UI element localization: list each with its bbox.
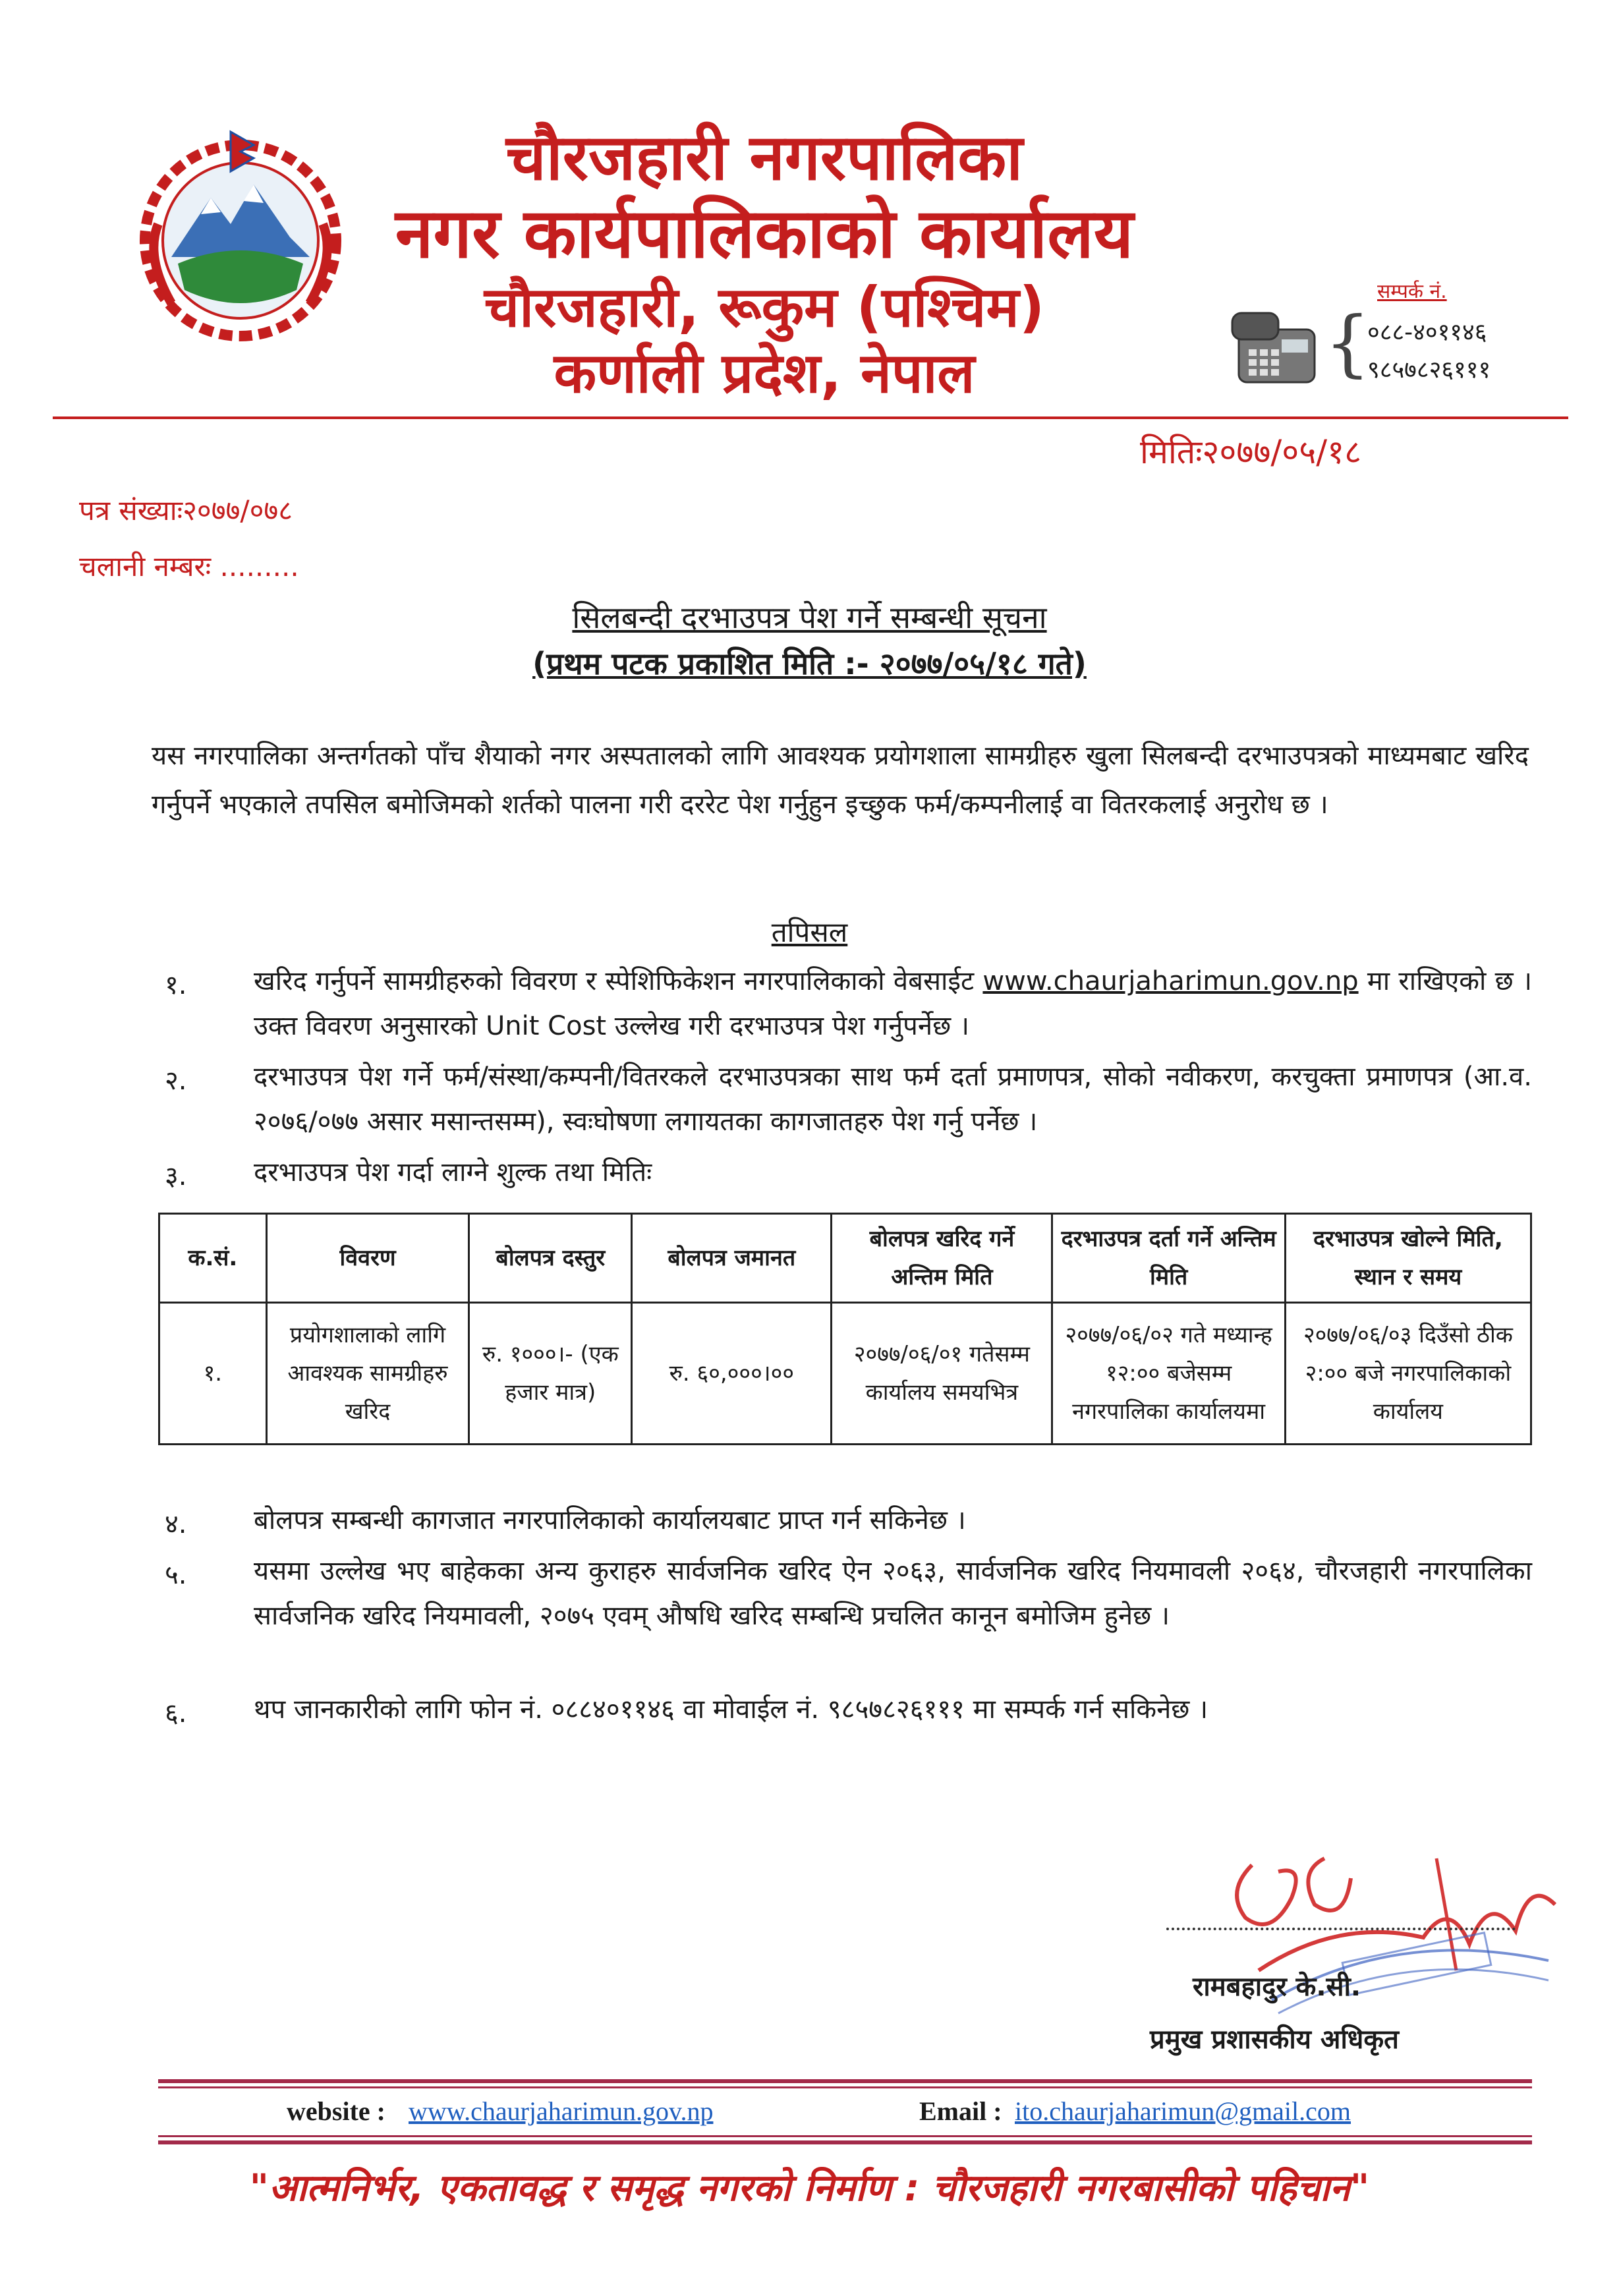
list-item: दरभाउपत्र पेश गर्दा लाग्ने शुल्क तथा मितिः [254, 1157, 652, 1188]
table-header: दरभाउपत्र खोल्ने मिति, स्थान र समय [1285, 1214, 1531, 1303]
website-label: website : [287, 2096, 385, 2126]
municipality-motto: "आत्मनिर्भर, एकतावद्ध र समृद्ध नगरको निर्माण : चौरजहारी नगरबासीको पहिचान" [249, 2167, 1370, 2210]
footer-divider [158, 2135, 1532, 2137]
item-text: खरिद गर्नुपर्ने सामग्रीहरुको विवरण र स्पेशिफिकेशन नगरपालिकाको वेबसाईट [254, 966, 975, 996]
nepal-emblem-icon [132, 125, 349, 343]
fee-schedule-table [158, 1213, 1532, 1445]
municipality-name: चौरजहारी नगरपालिका [505, 121, 1023, 194]
website-link[interactable]: www.chaurjaharimun.gov.np [409, 2096, 714, 2126]
contact-phone-1: ०८८-४०११४६ [1367, 319, 1487, 346]
item-number: ३. [165, 1161, 187, 1191]
office-location: चौरजहारी, रूकुम (पश्चिम) [484, 275, 1045, 339]
contact-label: सम्पर्क नं. [1377, 280, 1447, 303]
website-link-inline[interactable]: www.chaurjaharimun.gov.np [982, 966, 1359, 996]
list-item: दरभाउपत्र पेश गर्ने फर्म/संस्था/कम्पनी/वितरकले दरभाउपत्रका साथ फर्म दर्ता प्रमाणपत्र, सोको नवीकरण, करचुक्ता प्रमाणपत्र (आ.व. २०७६/०७७ असार मसान्तसम्म), स्वःघोषणा लगायतका कागजातहरु पेश गर्नु पर्नेछ । [254, 1062, 1532, 1137]
table-header-row [159, 1214, 1531, 1303]
table-header: क.सं. [159, 1214, 267, 1303]
table-row [159, 1303, 1531, 1445]
email-link[interactable]: ito.chaurjaharimun@gmail.com [1015, 2096, 1351, 2126]
header-divider [53, 416, 1568, 419]
list-item: बोलपत्र सम्बन्धी कागजात नगरपालिकाको कार्यालयबाट प्राप्त गर्न सकिनेछ । [254, 1505, 966, 1535]
notice-title: सिलबन्दी दरभाउपत्र पेश गर्ने सम्बन्धी सूचना [572, 600, 1047, 635]
email-label: Email : [919, 2096, 1002, 2126]
list-item: यसमा उल्लेख भए बाहेकका अन्य कुराहरु सार्वजनिक खरिद ऐन २०६३, सार्वजनिक खरिद नियमावली २०६४, चौरजहारी नगरपालिका सार्वजनिक खरिद नियमावली, २०७५ एवम् औषधि खरिद सम्बन्धि प्रचलित कानून बमोजिम हुनेछ । [254, 1556, 1532, 1631]
signer-name: रामबहादुर के.सी. [1193, 1972, 1361, 2002]
table-header: बोलपत्र खरिद गर्ने अन्तिम मिति [832, 1214, 1052, 1303]
item-number: ५. [165, 1560, 187, 1590]
item-number: २. [165, 1066, 187, 1096]
letter-date: मितिः२०७७/०५/१८ [1140, 433, 1362, 471]
table-cell: प्रयोगशालाको लागि आवश्यक सामग्रीहरु खरिद [266, 1303, 469, 1445]
office-name: नगर कार्यपालिकाको कार्यालय [395, 193, 1134, 273]
table-cell: २०७७/०६/०१ गतेसम्म कार्यालय समयभित्र [832, 1303, 1052, 1445]
province-country: कर्णाली प्रदेश, नेपाल [554, 341, 975, 405]
table-header: विवरण [266, 1214, 469, 1303]
table-cell: रु. ६०,०००।०० [632, 1303, 832, 1445]
table-header: बोलपत्र दस्तुर [469, 1214, 632, 1303]
table-cell: रु. १०००।- (एक हजार मात्र) [469, 1303, 632, 1445]
contact-brace: { [1324, 301, 1371, 385]
footer-divider [158, 2079, 1532, 2083]
telephone-icon [1226, 303, 1324, 389]
notice-subtitle: (प्रथम पटक प्रकाशित मिति :- २०७७/०५/१८ गते) [532, 646, 1087, 681]
signer-title: प्रमुख प्रशासकीय अधिकृत [1150, 2024, 1399, 2055]
table-cell: २०७७/०६/०३ दिउँसो ठीक २:०० बजे नगरपालिकाको कार्यालय [1285, 1303, 1531, 1445]
list-item [254, 959, 1532, 1048]
table-cell: १. [159, 1303, 267, 1445]
table-header: दरभाउपत्र दर्ता गर्ने अन्तिम मिति [1052, 1214, 1285, 1303]
schedule-heading: तपिसल [771, 916, 848, 948]
reference-number: पत्र संख्याः२०७७/०७८ [79, 494, 293, 527]
contact-phone-2: ९८५७८२६१११ [1367, 357, 1491, 384]
item-number: ६. [165, 1698, 187, 1729]
item-text: मा राखिएको छ । उक्त विवरण अनुसारको Unit Cost उल्लेख गरी दरभाउपत्र पेश गर्नुपर्नेछ । [254, 966, 1533, 1041]
item-number: १. [165, 970, 187, 1000]
footer-divider [158, 2086, 1532, 2088]
item-number: ४. [165, 1509, 187, 1539]
dispatch-number: चलानी नम्बरः ......... [79, 550, 299, 583]
footer-divider [158, 2140, 1532, 2144]
intro-paragraph: यस नगरपालिका अन्तर्गतको पाँच शैयाको नगर अस्पतालको लागि आवश्यक प्रयोगशाला सामग्रीहरु खुला सिलबन्दी दरभाउपत्रको माध्यमबाट खरिद गर्नुपर्ने भएकाले तपसिल बमोजिमको शर्तको पालना गरी दररेट पेश गर्नुहुन इच्छुक फर्म/कम्पनीलाई वा वितरकलाई अनुरोध छ । [152, 741, 1529, 820]
table-header: बोलपत्र जमानत [632, 1214, 832, 1303]
table-cell: २०७७/०६/०२ गते मध्यान्ह १२:०० बजेसम्म नगरपालिका कार्यालयमा [1052, 1303, 1285, 1445]
list-item: थप जानकारीको लागि फोन नं. ०८८४०११४६ वा मोवाईल नं. ९८५७८२६१११ मा सम्पर्क गर्न सकिनेछ । [254, 1694, 1208, 1725]
